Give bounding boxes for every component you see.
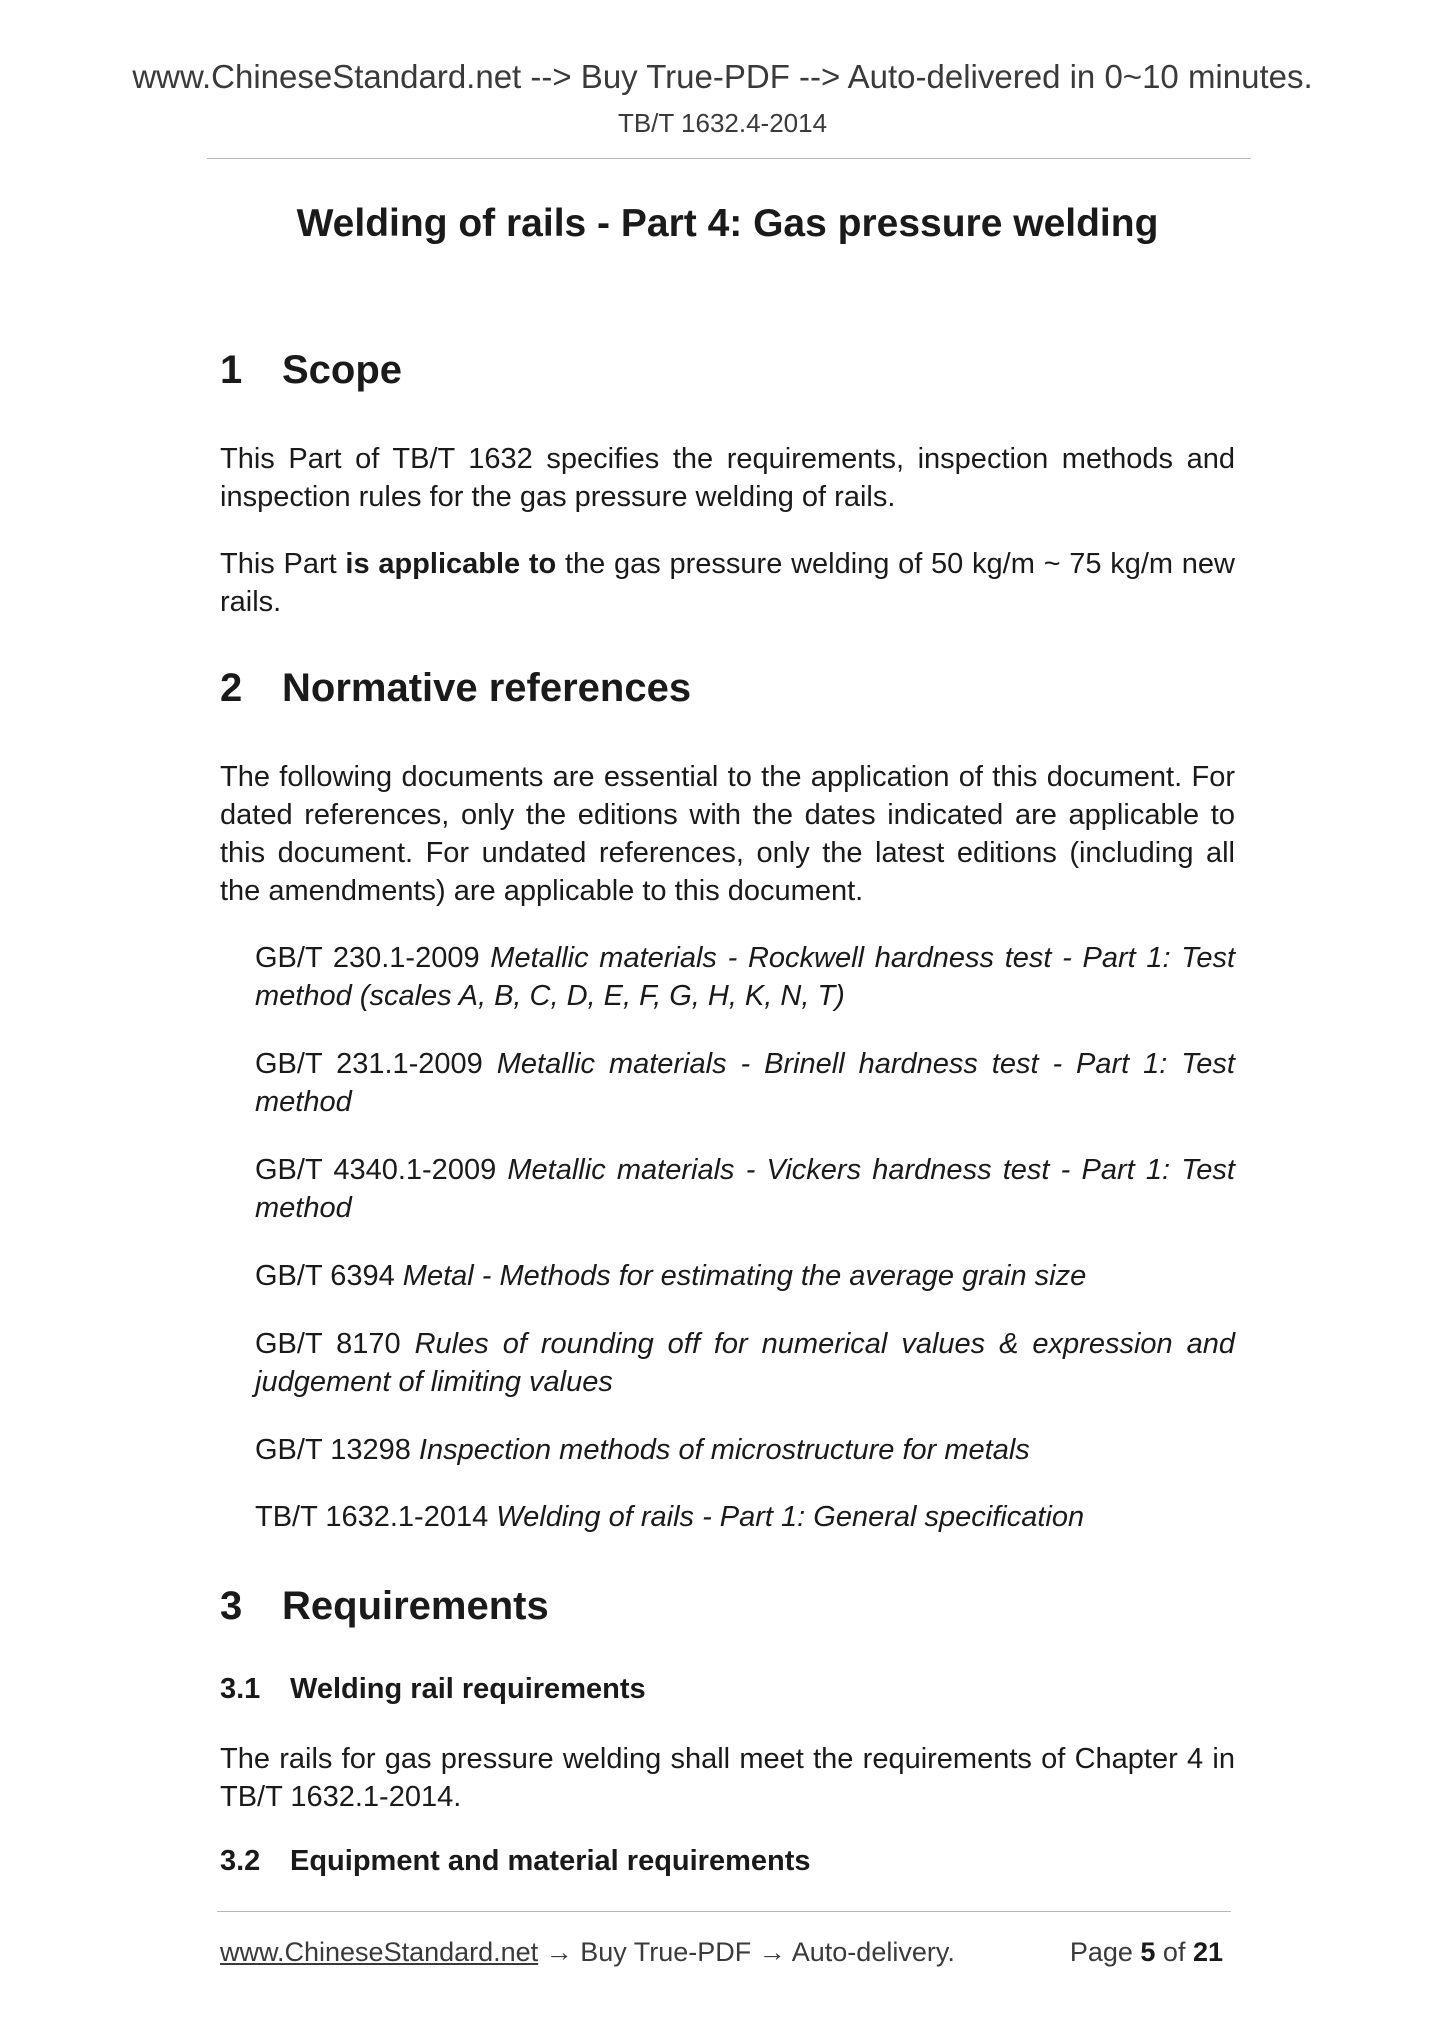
reference-title: Welding of rails - Part 1: General specification <box>496 1501 1085 1533</box>
reference-item <box>255 939 1235 1015</box>
section-number: 2 <box>220 666 243 710</box>
text-run: This Part <box>220 548 346 580</box>
page-total: 21 <box>1192 1937 1223 1967</box>
normative-intro: The following documents are essential to the application of this document. For dated references, only the editions with the dates indicated are applicable to this document. For undated references, only the latest editions (including all the amendments) are applicable to this document. <box>220 761 1235 907</box>
reference-title: Metallic materials - Rockwell hardness test - Part 1: Test method (scales A, B, C, D, E, F, G, H, K, N, T) <box>255 942 1235 1012</box>
header-divider <box>207 158 1251 159</box>
reference-title: Inspection methods of microstructure for metals <box>418 1434 1030 1466</box>
reference-title: Metal - Methods for estimating the average grain size <box>402 1260 1087 1292</box>
section-number: 3 <box>220 1584 243 1628</box>
subsection-number: 3.2 <box>220 1845 261 1877</box>
reference-item <box>255 1151 1235 1227</box>
text-run: the gas pressure welding of 50 kg/m ~ 75 kg/m new rails. <box>220 548 1236 618</box>
section-3-heading <box>220 1584 549 1629</box>
arrow-right-icon: → <box>751 1937 792 1967</box>
reference-title: Metallic materials - Vickers hardness test - Part 1: Test method <box>255 1154 1235 1224</box>
reference-item <box>255 1257 1235 1295</box>
reference-code: GB/T 6394 <box>255 1260 395 1292</box>
bold-text: is applicable to <box>345 548 557 580</box>
scope-paragraph-1: This Part of TB/T 1632 specifies the requirements, inspection methods and inspection rules for the gas pressure welding of rails. <box>220 443 1235 513</box>
footer-promo <box>220 1937 955 1968</box>
reference-code: GB/T 8170 <box>255 1328 401 1360</box>
section-1-heading <box>220 348 402 393</box>
reference-code: GB/T 231.1-2009 <box>255 1048 483 1080</box>
page-label: Page <box>1069 1937 1141 1967</box>
arrow-right-icon: → <box>538 1937 581 1967</box>
subsection-3-1-heading <box>220 1673 646 1706</box>
page-current: 5 <box>1140 1937 1156 1967</box>
footer-delivery-text: Auto-delivery. <box>791 1937 955 1967</box>
footer-buy-text: Buy True-PDF <box>580 1937 752 1967</box>
section-2-heading <box>220 666 691 711</box>
header-standard-code: TB/T 1632.4-2014 <box>617 108 828 138</box>
reference-item <box>255 1325 1235 1401</box>
subsection-title: Equipment and material requirements <box>290 1845 811 1877</box>
reference-item <box>255 1498 1235 1536</box>
footer-divider <box>217 1911 1231 1912</box>
header-banner: www.ChineseStandard.net --> Buy True-PDF --> Auto-delivered in 0~10 minutes. <box>132 58 1313 95</box>
subsection-title: Welding rail requirements <box>290 1673 646 1705</box>
reference-title: Rules of rounding off for numerical values & expression and judgement of limiting values <box>255 1328 1236 1398</box>
reference-title: Metallic materials - Brinell hardness test - Part 1: Test method <box>255 1048 1235 1118</box>
section-title: Requirements <box>282 1584 549 1628</box>
welding-rail-paragraph: The rails for gas pressure welding shall meet the requirements of Chapter 4 in TB/T 1632.1-2014. <box>220 1743 1235 1813</box>
reference-code: GB/T 4340.1-2009 <box>255 1154 497 1186</box>
reference-code: GB/T 13298 <box>255 1434 411 1466</box>
scope-paragraph-2 <box>220 545 1235 621</box>
section-title: Scope <box>282 348 403 392</box>
footer-site-link[interactable]: www.ChineseStandard.net <box>220 1937 539 1967</box>
subsection-3-2-heading <box>220 1845 811 1878</box>
reference-item <box>255 1431 1235 1469</box>
section-number: 1 <box>220 348 243 392</box>
page-of: of <box>1155 1937 1193 1967</box>
subsection-number: 3.1 <box>220 1673 261 1705</box>
section-title: Normative references <box>282 666 692 710</box>
reference-code: TB/T 1632.1-2014 <box>255 1501 489 1533</box>
page-number <box>1070 1937 1223 1968</box>
document-title: Welding of rails - Part 4: Gas pressure welding <box>296 202 1159 245</box>
reference-item <box>255 1045 1235 1121</box>
reference-code: GB/T 230.1-2009 <box>255 942 480 974</box>
